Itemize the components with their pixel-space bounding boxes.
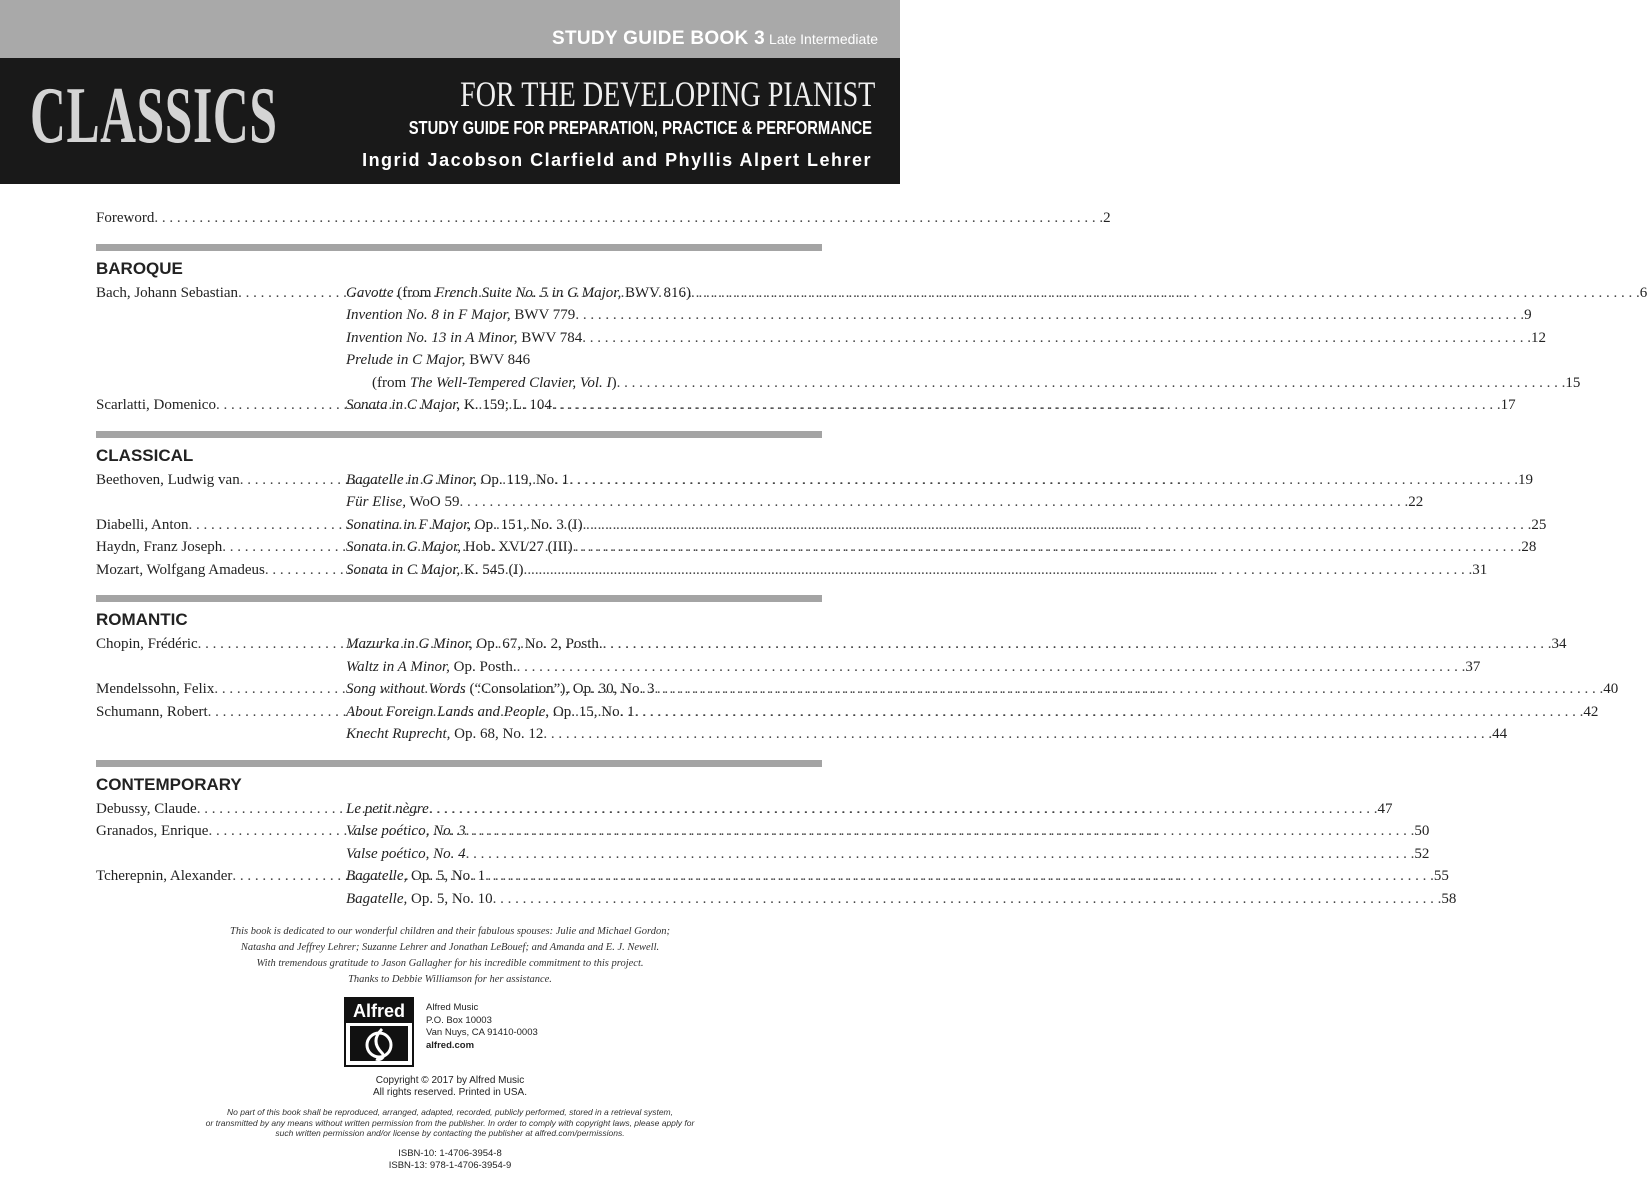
- piece-cell: [346, 491, 1423, 514]
- piece-cell: [346, 372, 1580, 395]
- dedication-line: Thanks to Debbie Williamson for her assistance.: [348, 974, 552, 985]
- piece-cell: [346, 701, 1598, 724]
- toc-entry: [96, 491, 1424, 514]
- section-heading: ROMANTIC: [96, 610, 188, 629]
- title-segment: WoO 59: [406, 494, 460, 510]
- title-segment: K. 159; L. 104: [460, 397, 552, 413]
- piece-cell: [346, 723, 1507, 746]
- piece-cell: [346, 282, 1647, 305]
- title-segment: (“Consolation”), Op. 30, No. 3: [465, 681, 655, 697]
- address-line: Alfred Music: [426, 1002, 479, 1013]
- title-segment: Sonatina in F Major,: [346, 516, 472, 533]
- composer-name: Tcherepnin, Alexander: [96, 868, 233, 884]
- leader-dots: [485, 865, 1434, 888]
- piece-title: [346, 282, 691, 305]
- isbn-10: ISBN-10: 1-4706-3954-8: [398, 1148, 502, 1159]
- title-segment: Valse poético, No. 3: [346, 823, 466, 839]
- piece-title: [346, 349, 530, 372]
- section-divider: [96, 431, 822, 438]
- page-number: 44: [1492, 726, 1508, 742]
- piece-title: [346, 656, 517, 679]
- section-heading: CLASSICAL: [96, 445, 194, 465]
- address-line: P.O. Box 10003: [426, 1014, 492, 1026]
- title-segment: BWV 779: [510, 307, 576, 323]
- toc-entry: [96, 282, 1647, 305]
- title-segment: Bagatelle in G Minor,: [346, 471, 477, 488]
- piece-title: [346, 372, 617, 395]
- title-segment: BWV 816): [621, 284, 691, 301]
- toc-entry: [96, 394, 1516, 417]
- page-number: 12: [1531, 329, 1547, 346]
- page-number: 58: [1441, 890, 1457, 907]
- title-segment: (from: [372, 374, 410, 391]
- leader-dots: [635, 701, 1584, 724]
- composer-name: Scarlatti, Domenico: [96, 397, 216, 413]
- logo-text: Alfred: [346, 999, 412, 1023]
- composer-cell: [96, 469, 346, 492]
- title-segment: Op. Posth.: [449, 658, 517, 675]
- table-of-contents: [96, 207, 1647, 910]
- piece-cell: [346, 798, 1393, 821]
- piece-cell: [346, 394, 1516, 417]
- toc-entry: [96, 678, 1619, 701]
- piece-title: [346, 327, 582, 350]
- toc-entry: [96, 843, 1430, 866]
- piece-title: [346, 469, 569, 492]
- piece-title: [346, 491, 460, 514]
- foreword-row: [96, 207, 1111, 230]
- leader-dots: [552, 394, 1501, 417]
- copyright: [0, 1075, 900, 1099]
- title-segment: Mazurka in G Minor,: [346, 636, 473, 652]
- composer-cell: [96, 798, 346, 821]
- toc-entry: [96, 372, 1581, 395]
- title-segment: Knecht Ruprecht,: [346, 726, 451, 742]
- title-segment: Op. 5, No. 1: [407, 868, 486, 884]
- piece-cell: [346, 536, 1536, 559]
- leader-dots: [575, 304, 1524, 327]
- page-number: 2: [1103, 210, 1111, 226]
- composer-name: Debussy, Claude: [96, 800, 197, 817]
- toc-entry: [96, 327, 1547, 350]
- piece-title: [346, 798, 429, 821]
- composer-cell: [96, 394, 346, 417]
- title-segment: Waltz in A Minor,: [346, 658, 450, 675]
- piece-title: [346, 723, 543, 746]
- title-segment: The Well-Tempered Clavier, Vol. I: [409, 374, 612, 391]
- leader-dots: [493, 888, 1442, 911]
- toc-entry: [96, 536, 1537, 559]
- title-banner: [0, 58, 900, 184]
- composer-name: Beethoven, Ludwig van: [96, 471, 240, 488]
- title-segment: Op. 151, No. 3 (I): [471, 516, 583, 533]
- toc-entry: [96, 514, 1547, 537]
- dedication: [100, 924, 800, 988]
- piece-title: [346, 633, 603, 656]
- composer-name: Chopin, Frédéric: [96, 636, 198, 652]
- series-label: [552, 28, 878, 50]
- composer-name: Haydn, Franz Joseph: [96, 539, 223, 555]
- piece-cell: [346, 469, 1533, 492]
- authors: Ingrid Jacobson Clarfield and Phyllis Alpert Lehrer: [362, 150, 872, 170]
- title-segment: Song without Words: [346, 681, 466, 697]
- title-segment: ): [611, 374, 617, 391]
- page-number: 25: [1531, 516, 1547, 533]
- top-bar: [0, 0, 900, 58]
- page-number: 34: [1551, 636, 1567, 652]
- toc-entry: [96, 469, 1533, 492]
- toc-entry: [96, 723, 1508, 746]
- page-number: 19: [1517, 471, 1533, 488]
- piece-cell: [346, 633, 1566, 656]
- copyright-line: Copyright © 2017 by Alfred Music: [375, 1075, 525, 1086]
- piece-cell: [346, 349, 822, 372]
- piece-title: [346, 559, 524, 582]
- leader-dots: [573, 536, 1522, 559]
- piece-cell: [346, 888, 1456, 911]
- page-number: 6: [1639, 284, 1647, 301]
- legal-line: such written permission and/or license by contacting the publisher at alfred.com/permissions.: [275, 1128, 625, 1138]
- leader-dots: [583, 514, 1532, 537]
- section-heading: BAROQUE: [96, 258, 183, 278]
- piece-cell: [346, 865, 1449, 888]
- piece-cell: [346, 327, 1546, 350]
- composer-name: Mendelssohn, Felix: [96, 681, 215, 697]
- treble-clef-logo-icon: [346, 1023, 412, 1065]
- dedication-line: This book is dedicated to our wonderful children and their fabulous spouses: Julie and Michael Gordon;: [230, 926, 670, 937]
- isbn-block: [0, 1148, 900, 1172]
- toc-entry: [96, 820, 1430, 843]
- composer-cell: [96, 678, 346, 701]
- page-number: 42: [1583, 703, 1599, 720]
- piece-cell: [346, 656, 1480, 679]
- title-segment: Bagatelle,: [346, 890, 408, 907]
- leader-dots: [517, 656, 1466, 679]
- page-number: 50: [1414, 823, 1430, 839]
- piece-title: [346, 304, 575, 327]
- leader-dots: [466, 820, 1415, 843]
- page-number: 55: [1433, 868, 1449, 884]
- title-segment: Sonata in G Major,: [346, 539, 462, 555]
- title-segment: K. 545 (I): [460, 561, 524, 578]
- title-segment: Sonata in C Major,: [346, 397, 461, 413]
- section-divider: [96, 760, 822, 767]
- piece-cell: [346, 304, 1532, 327]
- piece-cell: [346, 820, 1429, 843]
- piece-title: [346, 865, 485, 888]
- page-number: 37: [1465, 658, 1481, 675]
- leader-dots: [569, 469, 1518, 492]
- composer-cell: [96, 536, 346, 559]
- page-number: 47: [1377, 800, 1393, 817]
- composer-name: Bach, Johann Sebastian: [96, 284, 239, 301]
- piece-cell: [346, 843, 1429, 866]
- title-segment: Prelude in C Major,: [346, 352, 466, 368]
- composer-cell: [96, 559, 346, 582]
- copyright-line: All rights reserved. Printed in USA.: [373, 1087, 527, 1098]
- toc-entry: [96, 865, 1449, 888]
- leader-dots: [524, 559, 1473, 582]
- foreword-label: Foreword: [96, 210, 155, 226]
- legal-line: No part of this book shall be reproduced, arranged, adapted, recorded, publicly performed, stored in a retrieval system,: [226, 1107, 674, 1117]
- title-segment: Invention No. 13 in A Minor,: [346, 329, 518, 346]
- title-main: CLASSICS: [30, 72, 278, 160]
- piece-cell: [346, 678, 1618, 701]
- title-segment: BWV 784: [517, 329, 583, 346]
- title-segment: Hob. XVI/27 (III): [461, 539, 573, 555]
- leader-dots: [603, 633, 1552, 656]
- toc-entry: [96, 349, 822, 372]
- piece-title: [346, 678, 654, 701]
- leader-dots: [654, 678, 1603, 701]
- level-label: Late Intermediate: [769, 31, 878, 47]
- title-segment: Valse poético, No. 4: [346, 845, 466, 862]
- page-number: 31: [1472, 561, 1488, 578]
- piece-title: [346, 820, 466, 843]
- title-segment: Op. 67, No. 2, Posth.: [472, 636, 603, 652]
- leader-dots: [617, 372, 1566, 395]
- legal-notice: [100, 1107, 800, 1139]
- address-line: Van Nuys, CA 91410-0003: [426, 1027, 538, 1038]
- piece-title: [346, 843, 466, 866]
- piece-title: [346, 514, 583, 537]
- toc-entry: [96, 633, 1567, 656]
- leader-dots: [154, 207, 1103, 230]
- toc-entry: [96, 559, 1488, 582]
- composer-name: Granados, Enrique: [96, 823, 209, 839]
- composer-cell: [96, 820, 346, 843]
- title-segment: Invention No. 8 in F Major,: [346, 307, 511, 323]
- piece-title: [346, 888, 493, 911]
- title-segment: Gavotte: [346, 284, 394, 301]
- title-rest: FOR THE DEVELOPING PIANIST: [459, 74, 875, 114]
- composer-cell: [96, 701, 346, 724]
- section-divider: [96, 244, 822, 251]
- alfred-logo: [344, 997, 414, 1067]
- toc-entry: [96, 701, 1599, 724]
- composer-name: Mozart, Wolfgang Amadeus: [96, 561, 265, 578]
- dedication-line: Natasha and Jeffrey Lehrer; Suzanne Lehrer and Jonathan LeBouef; and Amanda and E. J. Newell.: [240, 942, 660, 953]
- piece-title: [346, 536, 573, 559]
- leader-dots: [691, 282, 1640, 305]
- piece-title: [346, 701, 635, 724]
- title-segment: Op. 68, No. 12: [450, 726, 544, 742]
- dedication-line: With tremendous gratitude to Jason Gallagher for his incredible commitment to this project.: [256, 958, 644, 969]
- piece-cell: [346, 514, 1546, 537]
- page-number: 40: [1603, 681, 1619, 697]
- page-number: 28: [1521, 539, 1537, 555]
- publisher-address: [426, 1002, 538, 1052]
- toc-entry: [96, 798, 1393, 821]
- series-title: STUDY GUIDE BOOK 3: [552, 28, 766, 49]
- title-segment: Bagatelle,: [346, 868, 408, 884]
- composer-cell: [96, 514, 346, 537]
- composer-cell: [96, 633, 346, 656]
- leader-dots: [543, 723, 1492, 746]
- page-number: 52: [1414, 845, 1430, 862]
- page-number: 22: [1408, 494, 1424, 510]
- title-segment: Le petit nègre: [346, 800, 429, 817]
- page-number: 15: [1565, 374, 1581, 391]
- legal-line: or transmitted by any means without written permission from the publisher. In order to comply with copyright laws, please apply for: [205, 1117, 695, 1128]
- title-segment: BWV 846: [465, 352, 531, 368]
- leader-dots: [460, 491, 1409, 514]
- toc-entry: [96, 888, 1457, 911]
- page-number: 9: [1524, 307, 1532, 323]
- title-segment: Op. 119, No. 1: [476, 471, 570, 488]
- title-segment: (from: [393, 284, 436, 301]
- leader-dots: [582, 327, 1531, 350]
- title-segment: About Foreign Lands and People,: [346, 703, 550, 720]
- subtitle: STUDY GUIDE FOR PREPARATION, PRACTICE & PERFORMANCE: [408, 118, 872, 138]
- toc-entry: [96, 656, 1481, 679]
- title-segment: Sonata in C Major,: [346, 561, 461, 578]
- title-segment: French Suite No. 5 in G Major,: [435, 284, 622, 301]
- title-segment: Op. 15, No. 1: [549, 703, 635, 720]
- leader-dots: [466, 843, 1415, 866]
- composer-cell: [96, 865, 346, 888]
- sections: [96, 244, 1647, 911]
- isbn-13: ISBN-13: 978-1-4706-3954-9: [388, 1160, 512, 1171]
- piece-title: [346, 394, 552, 417]
- page-number: 17: [1500, 397, 1516, 413]
- composer-cell: [96, 282, 346, 305]
- address-line: alfred.com: [426, 1039, 475, 1051]
- section-heading: CONTEMPORARY: [96, 774, 242, 794]
- composer-name: Diabelli, Anton: [96, 516, 189, 533]
- title-segment: Op. 5, No. 10: [407, 890, 493, 907]
- composer-name: Schumann, Robert: [96, 703, 208, 720]
- toc-entry: [96, 304, 1532, 327]
- section-divider: [96, 595, 822, 602]
- leader-dots: [429, 798, 1378, 821]
- title-segment: Für Elise,: [346, 494, 406, 510]
- piece-cell: [346, 559, 1487, 582]
